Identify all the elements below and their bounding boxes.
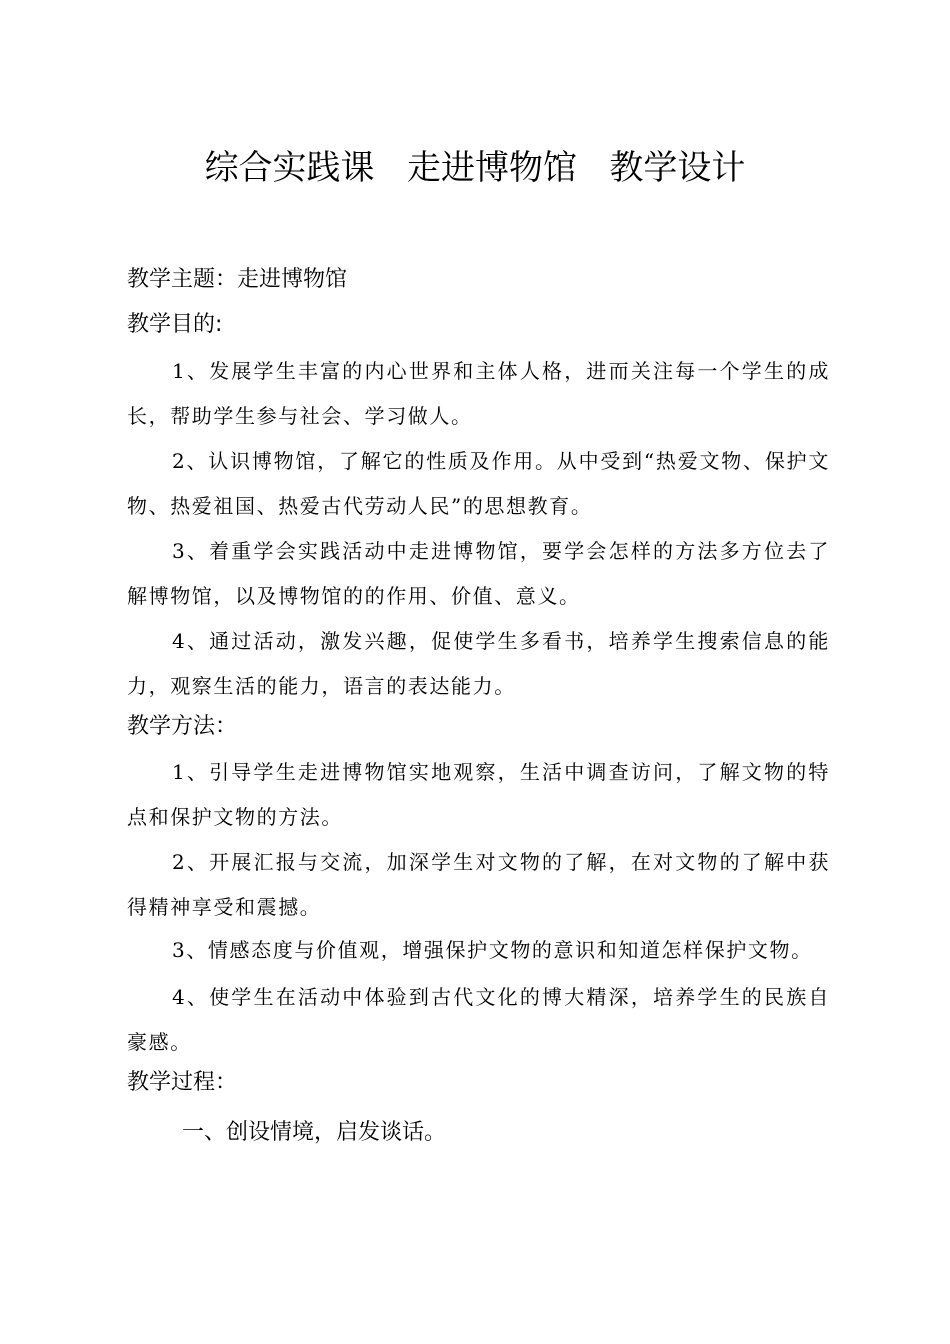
objective-item-3: 3、着重学会实践活动中走进博物馆，要学会怎样的方法多方位去了解博物馆，以及博物馆的的作用、价值、意义。: [127, 539, 830, 608]
objective-item-2: 2、认识博物馆，了解它的性质及作用。从中受到“热爱文物、保护文物、热爱祖国、热爱古代劳动人民”的思想教育。: [127, 449, 830, 518]
process-step-1: 一、创设情境，启发谈话。: [182, 1120, 447, 1145]
objective-item-4: 4、通过活动，激发兴趣，促使学生多看书，培养学生搜索信息的能力，观察生活的能力，语言的表达能力。: [127, 629, 830, 698]
method-item-2: 2、开展汇报与交流，加深学生对文物的了解，在对文物的了解中获得精神享受和震撼。: [127, 850, 830, 919]
method-item-3: 3、情感态度与价值观，增强保护文物的意识和知道怎样保护文物。: [172, 938, 813, 962]
process-heading: 教学过程：: [127, 1070, 238, 1095]
method-item-4: 4、使学生在活动中体验到古代文化的博大精深，培养学生的民族自豪感。: [127, 985, 830, 1054]
method-item-1: 1、引导学生走进博物馆实地观察，生活中调查访问，了解文物的特点和保护文物的方法。: [127, 760, 830, 829]
objectives-heading: 教学目的:: [127, 312, 223, 337]
objective-item-1: 1、发展学生丰富的内心世界和主体人格，进而关注每一个学生的成长，帮助学生参与社会、学习做人。: [127, 359, 830, 428]
document-title: 综合实践课 走进博物馆 教学设计: [204, 148, 746, 188]
methods-heading: 教学方法：: [127, 714, 238, 739]
theme-line: 教学主题：走进博物馆: [127, 267, 348, 292]
